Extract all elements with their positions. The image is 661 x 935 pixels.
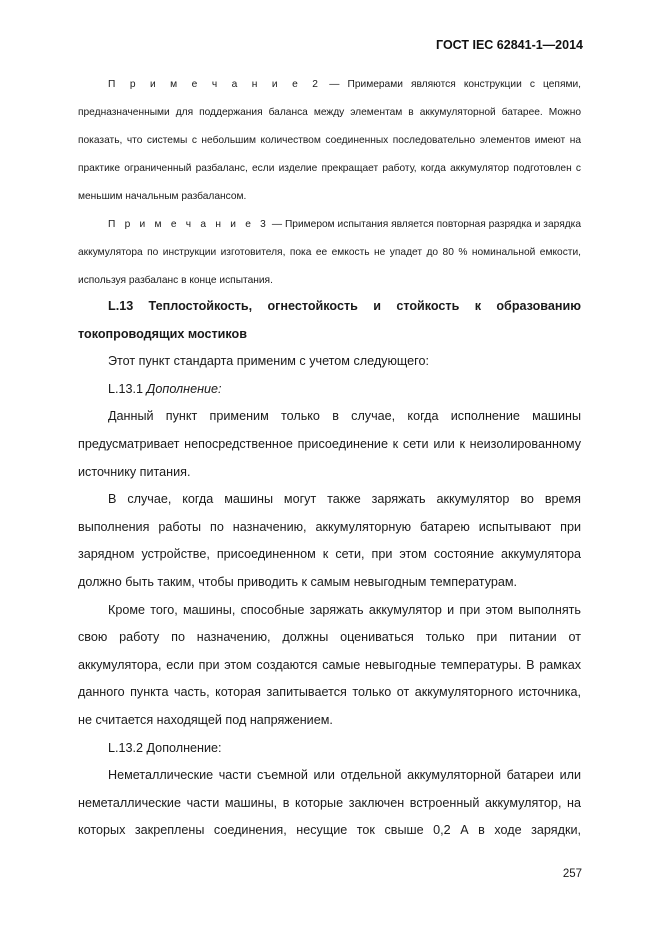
note-2-label: П р и м е ч а н и е 2 — [108, 79, 322, 90]
paragraph-2: В случае, когда машины могут также заряжать аккумулятор во время выполнения работы по назначению, аккумуляторную батарею испытывают при зарядном устройстве, присоединенном к сети, при этом состояние аккумулятора должно быть таким, чтобы приводить к самым невыгодным температурам. — [78, 492, 581, 589]
note-2-text: — Примерами являются конструкции с цепями, предназначенными для поддержания баланса между элементам в аккумуляторной батарее. Можно показать, что системы с небольшим количеством соединенных последовательно элементов имеют на практике ограниченный разбаланс, если изделие прекращает работу, когда аккумулятор подготовлен с меньшим начальным разбалансом. — [78, 79, 581, 202]
note-3 — [78, 211, 581, 295]
subsection-l13-1-number: L.13.1 — [108, 381, 147, 396]
subsection-l13-2: L.13.2 Дополнение: — [108, 740, 222, 755]
note-2 — [78, 71, 581, 211]
paragraph-3: Кроме того, машины, способные заряжать аккумулятор и при этом выполнять свою работу по назначению, должны оцениваться только при питании от аккумулятора, если при этом создаются самые невыгодные температуры. В рамках данного пункта часть, которая запитывается только от аккумуляторного источника, не считается находящей под напряжением. — [78, 602, 581, 727]
paragraph-1: Данный пункт применим только в случае, когда исполнение машины предусматривает непосредственное присоединение к сети или к неизолированному источнику питания. — [78, 409, 581, 479]
note-3-text: — Примером испытания является повторная разрядка и зарядка аккумулятора по инструкции изготовителя, пока ее емкость не упадет до 80 % номинальной емкости, используя разбаланс в конце испытания. — [78, 219, 581, 286]
section-body — [78, 293, 581, 845]
section-heading — [78, 293, 581, 321]
notes-block — [78, 71, 581, 295]
section-heading-line1: L.13 Теплостойкость, огнестойкость и стойкость к образованию — [108, 299, 581, 313]
paragraph-4: Неметаллические части съемной или отдельной аккумуляторной батареи или неметаллические части машины, в которые заключен встроенный аккумулятор, на которых закреплены соединения, несущие ток свыше 0,2 А в ходе зарядки, — [78, 768, 581, 838]
note-3-label: П р и м е ч а н и е 3 — [108, 219, 270, 230]
section-intro: Этот пункт стандарта применим с учетом следующего: — [108, 354, 429, 369]
subsection-l13-1 — [78, 376, 581, 404]
section-heading-line2: токопроводящих мостиков — [78, 326, 247, 341]
page-number: 257 — [562, 868, 582, 880]
subsection-l13-1-label: Дополнение: — [146, 381, 222, 396]
document-header: ГОСТ IEC 62841-1—2014 — [436, 38, 583, 52]
